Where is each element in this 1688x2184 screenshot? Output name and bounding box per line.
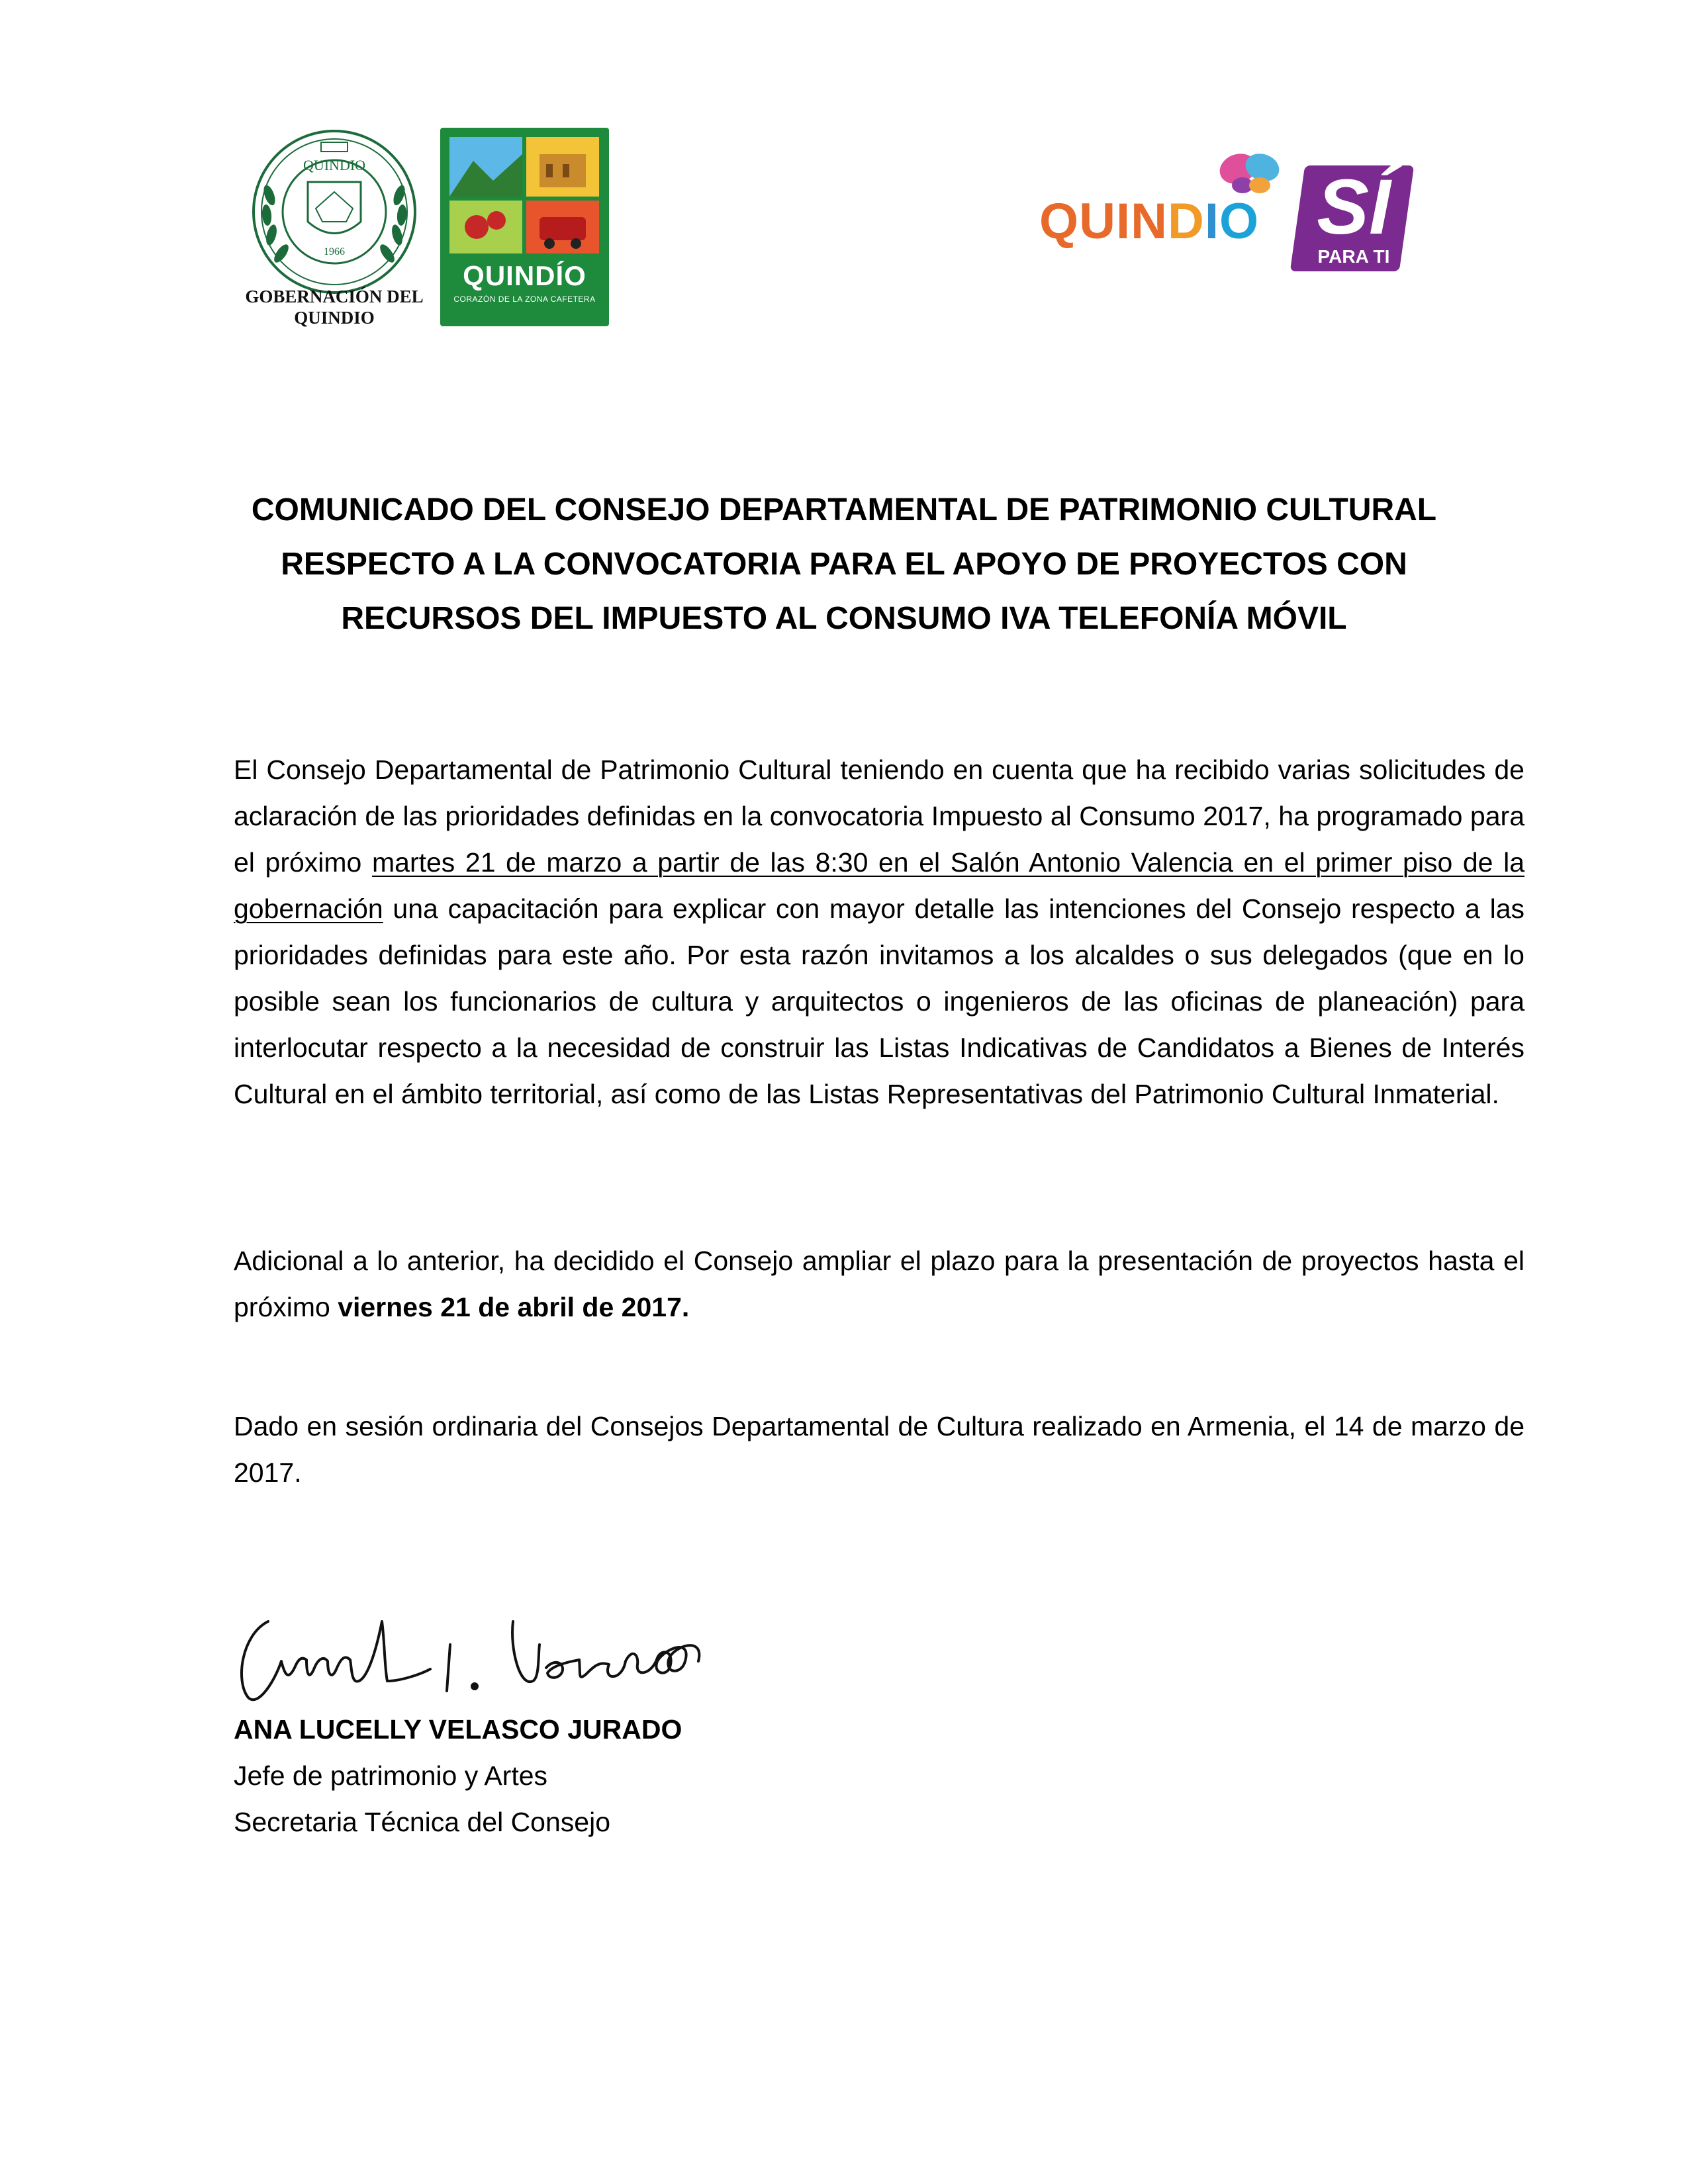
quindio-si-para-ti-logo	[1039, 149, 1410, 281]
seal-caption-line1: GOBERNACIÓN DEL	[245, 287, 424, 306]
signer-block	[234, 1706, 1028, 1845]
brand-si: SÍ	[1317, 163, 1391, 251]
landscape-illustration-icon	[440, 128, 609, 260]
brand-para-ti: PARA TI	[1317, 246, 1390, 267]
p2-text: Adicional a lo anterior, ha decidido el Consejo ampliar el plazo para la presentación de proyectos hasta el próximo	[234, 1246, 1524, 1322]
title-line-1: COMUNICADO DEL CONSEJO DEPARTAMENTAL DE PATRIMONIO CULTURAL	[251, 492, 1437, 527]
quindio-tourism-logo	[440, 128, 609, 326]
title-line-3: RECURSOS DEL IMPUESTO AL CONSUMO IVA TELEFONÍA MÓVIL	[341, 601, 1347, 636]
seal-caption	[218, 286, 450, 328]
seal-caption-line2: QUINDIO	[294, 308, 375, 328]
signer-name: ANA LUCELLY VELASCO JURADO	[234, 1714, 682, 1745]
paragraph-fecha-sesion: Dado en sesión ordinaria del Consejos Departamental de Cultura realizado en Armenia, el 14 de marzo de 2017.	[234, 1411, 1524, 1488]
brand-name-part2: D	[1168, 193, 1205, 250]
document-title	[199, 483, 1489, 646]
brand-name	[1039, 195, 1259, 248]
seal-year: 1966	[324, 246, 345, 257]
green-logo-tagline: CORAZÓN DE LA ZONA CAFETERA	[453, 295, 596, 304]
paragraph-plazo	[234, 1238, 1524, 1330]
butterfly-icon	[1215, 149, 1288, 195]
handwritten-signature	[228, 1582, 731, 1721]
brand-name-part3: I	[1204, 193, 1220, 250]
p1-text-start: El Consejo Departamental de Patrimonio Cultural teniendo en cuenta que ha recibido varias solicitudes de aclaración de las prioridades definidas en la convocatoria Impuesto al Consumo 2017, ha programado para el próximo	[234, 754, 1524, 878]
paragraph-capacitacion	[234, 747, 1524, 1117]
p2-deadline: viernes 21 de abril de 2017.	[338, 1292, 690, 1322]
green-logo-name: QUINDÍO	[463, 260, 586, 291]
title-line-2: RESPECTO A LA CONVOCATORIA PARA EL APOYO DE PROYECTOS CON	[281, 547, 1407, 582]
p1-text-end: una capacitación para explicar con mayor detalle las intenciones del Consejo respecto a las prioridades definidas para este año. Por esta razón invitamos a los alcaldes o sus delegados (que en lo posible sean los funcionarios de cultura y arquitectos o ingenieros de las oficinas de planeación) para interlocutar respecto a la necesidad de construir las Listas Indicativas de Candidatos a Bienes de Interés Cultural en el ámbito territorial, así como de las Listas Representativas del Patrimonio Cultural Inmaterial.	[234, 893, 1524, 1109]
signer-role-2: Secretaria Técnica del Consejo	[234, 1807, 610, 1837]
brand-name-part4: O	[1219, 193, 1260, 250]
seal-ring-text: QUINDIO	[303, 157, 366, 173]
signer-role-1: Jefe de patrimonio y Artes	[234, 1760, 548, 1791]
p1-event-details: martes 21 de marzo a partir de las 8:30 en el Salón Antonio Valencia en el primer piso de la gobernación	[234, 847, 1525, 924]
brand-name-part1: QUIN	[1039, 193, 1168, 250]
